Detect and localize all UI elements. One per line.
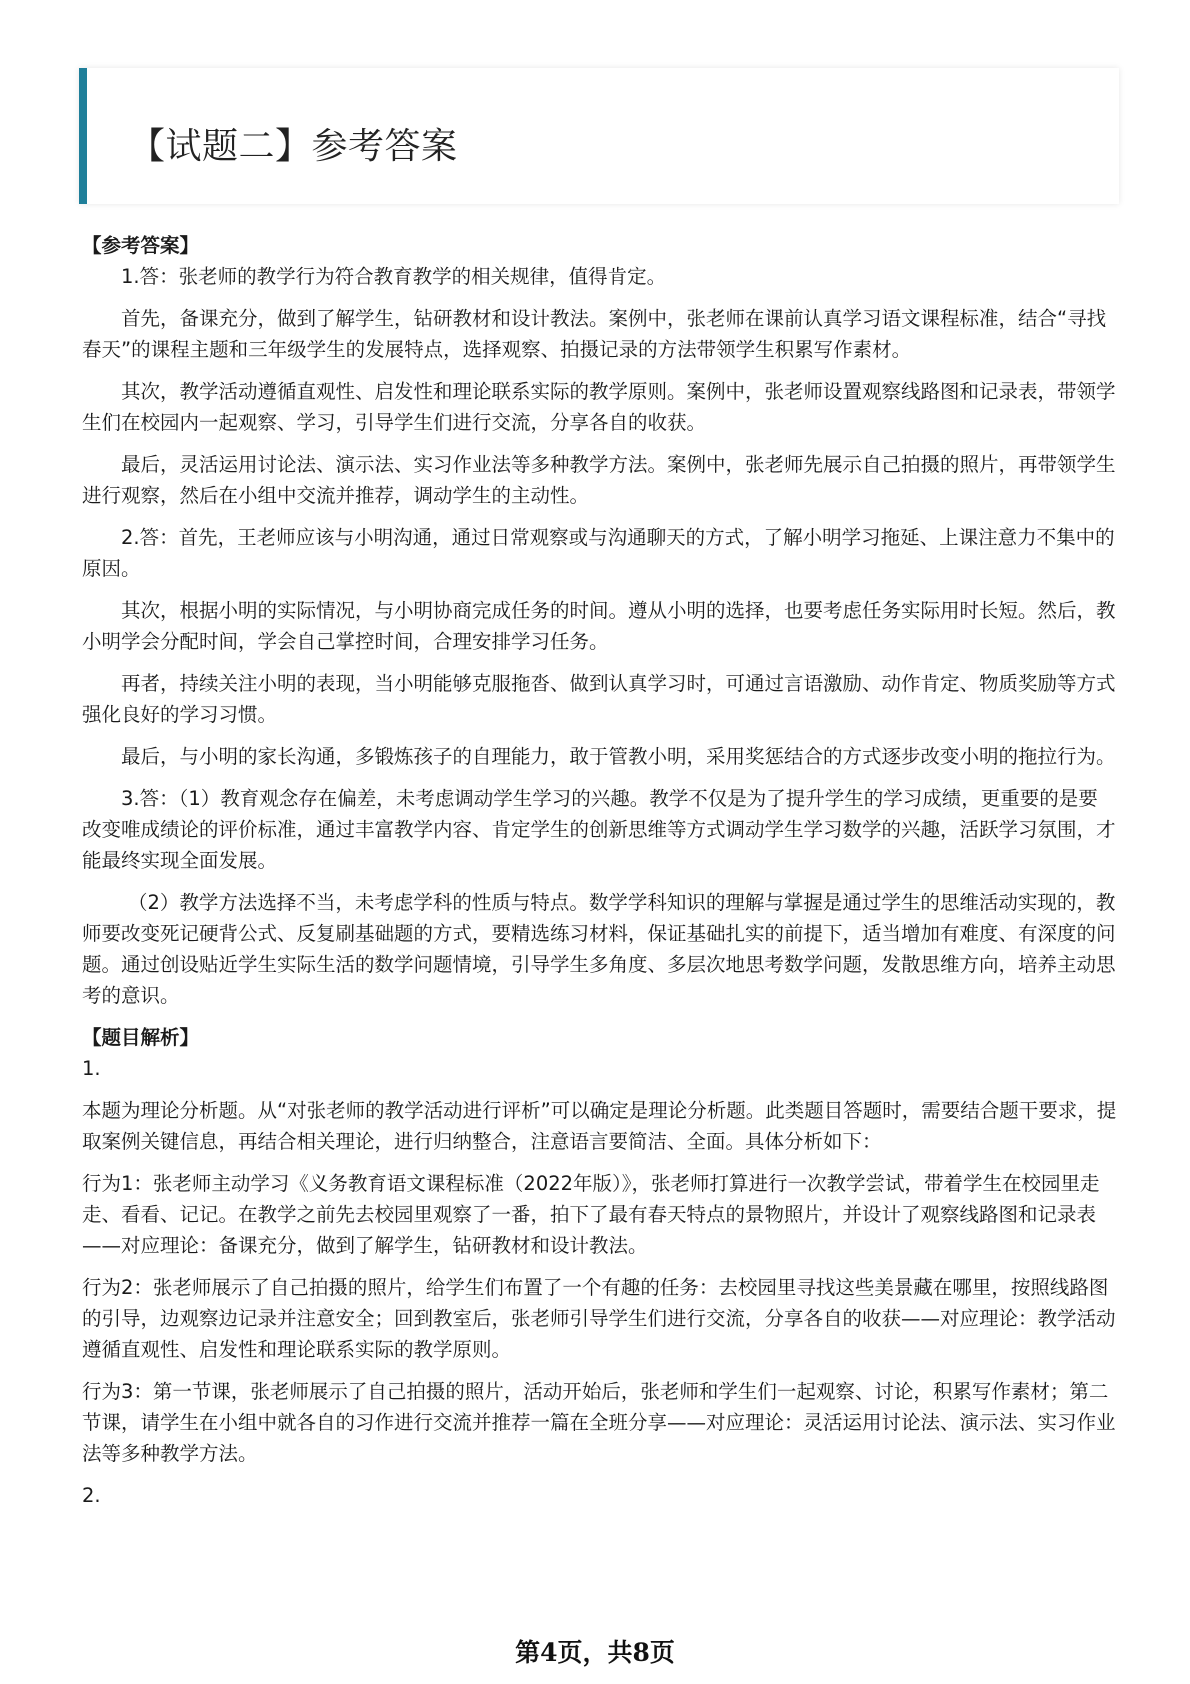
analysis-paragraph: 本题为理论分析题。从“对张老师的教学活动进行评析”可以确定是理论分析题。此类题目答题时，需要结合题干要求，提取案例关键信息，再结合相关理论，进行归纳整合，注意语言要简洁、全面。具体分析如下： [82, 1099, 1117, 1153]
analysis-heading: 【题目解析】 [82, 1026, 200, 1049]
analysis-number: 1. [82, 1057, 101, 1080]
answer-paragraph: 1.答：张老师的教学行为符合教育教学的相关规律，值得肯定。 [121, 265, 667, 288]
answer-paragraph: 最后，与小明的家长沟通，多锻炼孩子的自理能力，敢于管教小明，采用奖惩结合的方式逐步改变小明的拖拉行为。 [121, 745, 1116, 768]
page-footer: 第4页，共8页 [515, 1638, 675, 1667]
analysis-paragraph: 行为2：张老师展示了自己拍摄的照片，给学生们布置了一个有趣的任务：去校园里寻找这些美景藏在哪里，按照线路图的引导，边观察边记录并注意安全；回到教室后，张老师引导学生们进行交流，分享各自的收获——对应理论：教学活动遵循直观性、启发性和理论联系实际的教学原则。 [82, 1276, 1116, 1361]
analysis-paragraph: 行为3：第一节课，张老师展示了自己拍摄的照片，活动开始后，张老师和学生们一起观察、讨论，积累写作素材；第二节课，请学生在小组中就各自的习作进行交流并推荐一篇在全班分享——对应理论：灵活运用讨论法、演示法、实习作业法等多种教学方法。 [82, 1380, 1116, 1465]
answer-paragraph: 3.答：（1）教育观念存在偏差，未考虑调动学生学习的兴趣。教学不仅是为了提升学生的学习成绩，更重要的是要改变唯成绩论的评价标准，通过丰富教学内容、肯定学生的创新思维等方式调动学生学习数学的兴趣，活跃学习氛围，才能最终实现全面发展。 [82, 787, 1116, 872]
title-box [79, 68, 1119, 204]
page-title: 【试题二】参考答案 [129, 126, 458, 167]
answer-paragraph: 首先，备课充分，做到了解学生，钻研教材和设计教法。案例中，张老师在课前认真学习语文课程标准，结合“寻找春天”的课程主题和三年级学生的发展特点，选择观察、拍摄记录的方法带领学生积累写作素材。 [82, 307, 1107, 361]
answer-paragraph: 最后，灵活运用讨论法、演示法、实习作业法等多种教学方法。案例中，张老师先展示自己拍摄的照片，再带领学生进行观察，然后在小组中交流并推荐，调动学生的主动性。 [82, 453, 1116, 507]
answer-paragraph: 其次，教学活动遵循直观性、启发性和理论联系实际的教学原则。案例中，张老师设置观察线路图和记录表，带领学生们在校园内一起观察、学习，引导学生们进行交流，分享各自的收获。 [82, 380, 1116, 434]
answer-paragraph: 其次，根据小明的实际情况，与小明协商完成任务的时间。遵从小明的选择，也要考虑任务实际用时长短。然后，教小明学会分配时间，学会自己掌控时间，合理安排学习任务。 [82, 599, 1116, 653]
analysis-paragraph: 行为1：张老师主动学习《义务教育语文课程标准（2022年版）》，张老师打算进行一次教学尝试，带着学生在校园里走走、看看、记记。在教学之前先去校园里观察了一番，拍下了最有春天特点的景物照片，并设计了观察线路图和记录表——对应理论：备课充分，做到了解学生，钻研教材和设计教法。 [82, 1172, 1100, 1257]
document-body [82, 230, 1117, 1511]
answer-paragraph: 2.答：首先，王老师应该与小明沟通，通过日常观察或与沟通聊天的方式，了解小明学习拖延、上课注意力不集中的原因。 [82, 526, 1115, 580]
answer-paragraph: （2）教学方法选择不当，未考虑学科的性质与特点。数学学科知识的理解与掌握是通过学生的思维活动实现的，教师要改变死记硬背公式、反复刷基础题的方式，要精选练习材料，保证基础扎实的前提下，适当增加有难度、有深度的问题。通过创设贴近学生实际生活的数学问题情境，引导学生多角度、多层次地思考数学问题，发散思维方向，培养主动思考的意识。 [82, 891, 1116, 1007]
answer-heading: 【参考答案】 [82, 234, 200, 257]
analysis-number: 2. [82, 1484, 101, 1507]
answer-paragraph: 再者，持续关注小明的表现，当小明能够克服拖沓、做到认真学习时，可通过言语激励、动作肯定、物质奖励等方式强化良好的学习习惯。 [82, 672, 1116, 726]
